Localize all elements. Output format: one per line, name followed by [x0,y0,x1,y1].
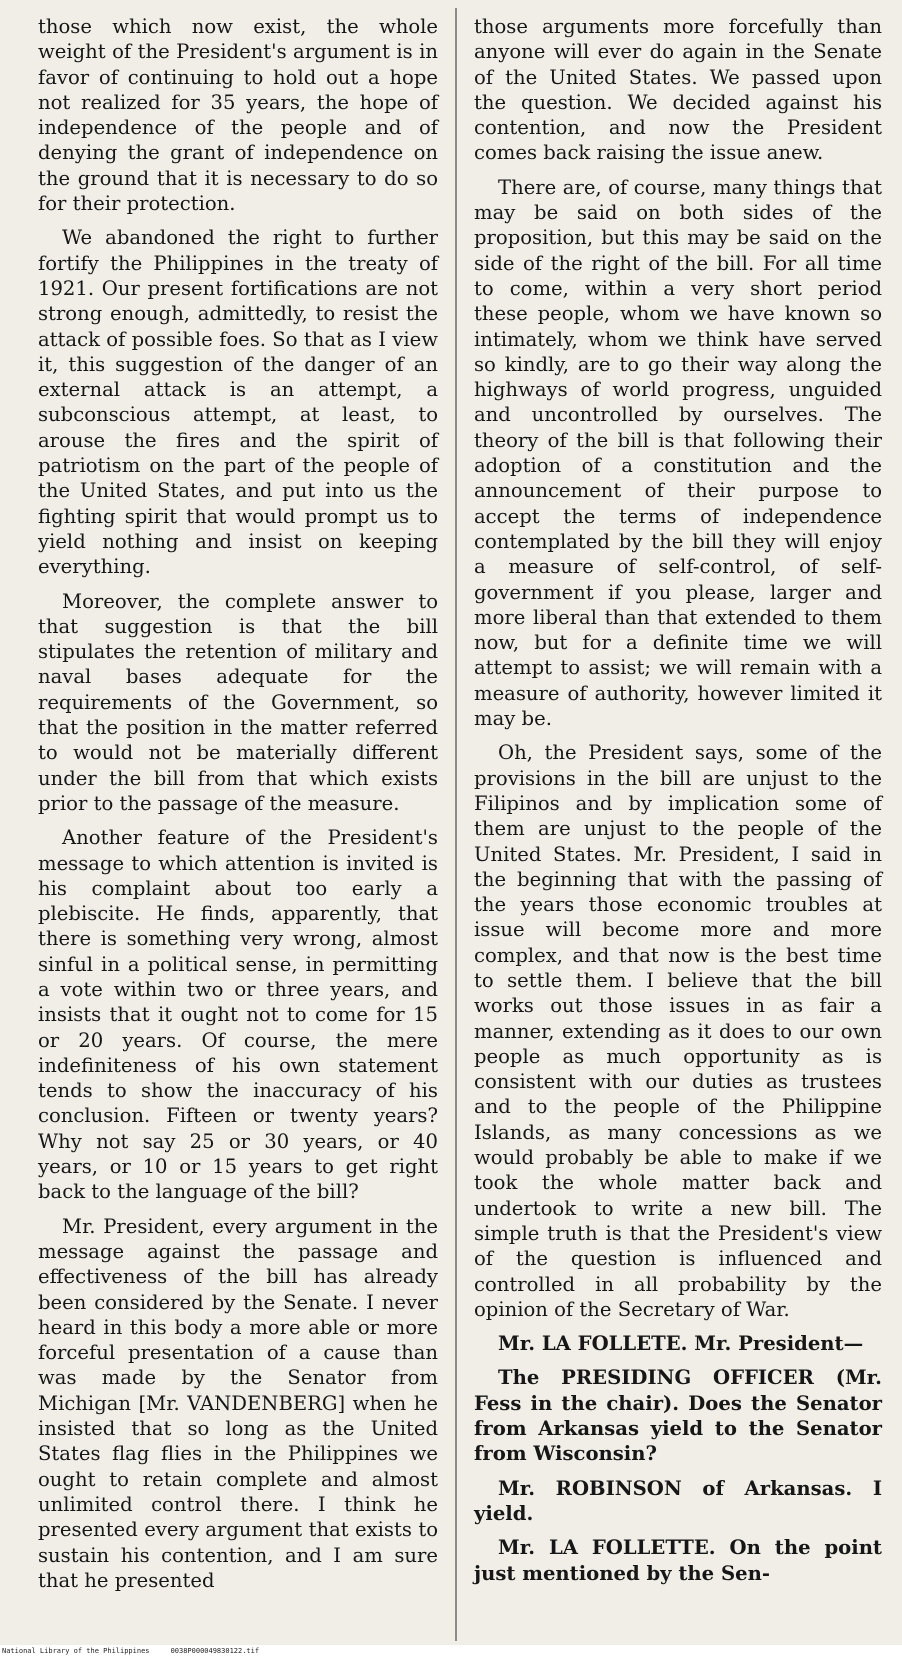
left-paragraph-4: Another feature of the President's message to which attention is invited is his complaint about too early a plebiscite. He finds, apparently, that there is something very wrong, almost sinful in a political sense, in permitting a vote within two or three years, and insists that it ought not to come for 15 or 20 years. Of course, the mere indefiniteness of his own statement tends to show the inaccuracy of his conclusion. Fifteen or twenty years? Why not say 25 or 30 years, or 40 years, or 10 or 15 years to get right back to the language of the bill? [38,826,438,1204]
left-paragraph-3: Moreover, the complete answer to that suggestion is that the bill stipulates the retention of military and naval bases adequate for the requirements of the Government, so that the position in the matter referred to would not be materially different under the bill from that which exists prior to the passage of the measure. [38,589,438,815]
left-paragraph-5: Mr. President, every argument in the message against the passage and effectiveness of the bill has already been considered by the Senate. I never heard in this body a more able or more forceful presentation of a cause than was made by the Senator from Michigan [Mr. VANDENBERG] when he insisted that so long as the United States flag flies in the Philippines we ought to retain complete and almost unlimited control there. I think he presented every argument that exists to sustain his contention, and I am sure that he presented [38,1214,438,1592]
left-column [38,14,438,1639]
right-paragraph-2: There are, of course, many things that may be said on both sides of the proposition, but this may be said on the side of the right of the bill. For all time to come, within a very short period these people, whom we have known so intimately, whom we think have served so kindly, are to go their way along the highways of world progress, unguided and uncontrolled by ourselves. The theory of the bill is that following their adoption of a constitution and the announcement of their purpose to accept the terms of independence contemplated by the bill they will enjoy a measure of self-control, of self-government if you please, larger and more liberal than that extended to them now, but for a definite time we will attempt to assist; we will remain with a measure of authority, however limited it may be. [474,175,882,731]
right-paragraph-4: Mr. LA FOLLETE. Mr. President— [498,1332,864,1356]
column-rule [455,8,457,1641]
left-paragraph-2: We abandoned the right to further fortify the Philippines in the treaty of 1921. Our present fortifications are not strong enough, admittedly, to resist the attack of possible foes. So that as I view it, this suggestion of the danger of an external attack is an attempt, a subconscious attempt, at least, to arouse the fires and the spirit of patriotism on the part of the people of the United States, and put into us the fighting spirit that would prompt us to yield nothing and insist on keeping everything. [38,226,438,579]
right-paragraph-6: Mr. ROBINSON of Arkansas. I yield. [474,1476,882,1525]
right-paragraph-3: Oh, the President says, some of the provisions in the bill are unjust to the Filipinos and by implication some of them are unjust to the people of the United States. Mr. President, I said in the beginning that with the passing of the years those economic troubles at issue will become more and more complex, and that now is the best time to settle them. I believe that the bill works out those issues in as fair a manner, extending as it does to our own people as much opportunity as is consistent with our duties as trustees and to the people of the Philippine Islands, as many concessions as we would probably be able to make if we took the whole matter back and undertook to write a new bill. The simple truth is that the President's view of the question is influenced and controlled in all probability by the opinion of the Secretary of War. [474,741,882,1321]
right-paragraph-7: Mr. LA FOLLETTE. On the point just mentioned by the Sen- [474,1536,882,1585]
left-paragraph-1: those which now exist, the whole weight of the President's argument is in favor of continuing to hold out a hope not realized for 35 years, the hope of independence of the people and of denying the grant of independence on the ground that it is necessary to do so for their protection. [38,15,438,216]
right-paragraph-5: The PRESIDING OFFICER (Mr. Fess in the chair). Does the Senator from Arkansas yield to the Senator from Wisconsin? [474,1366,882,1466]
scan-footer: National Library of the Philippines 0038P000049830122.tif [0,1645,902,1658]
right-paragraph-1: those arguments more forcefully than anyone will ever do again in the Senate of the United States. We passed upon the question. We decided against his contention, and now the President comes back raising the issue anew. [474,15,882,165]
right-column [474,14,882,1639]
